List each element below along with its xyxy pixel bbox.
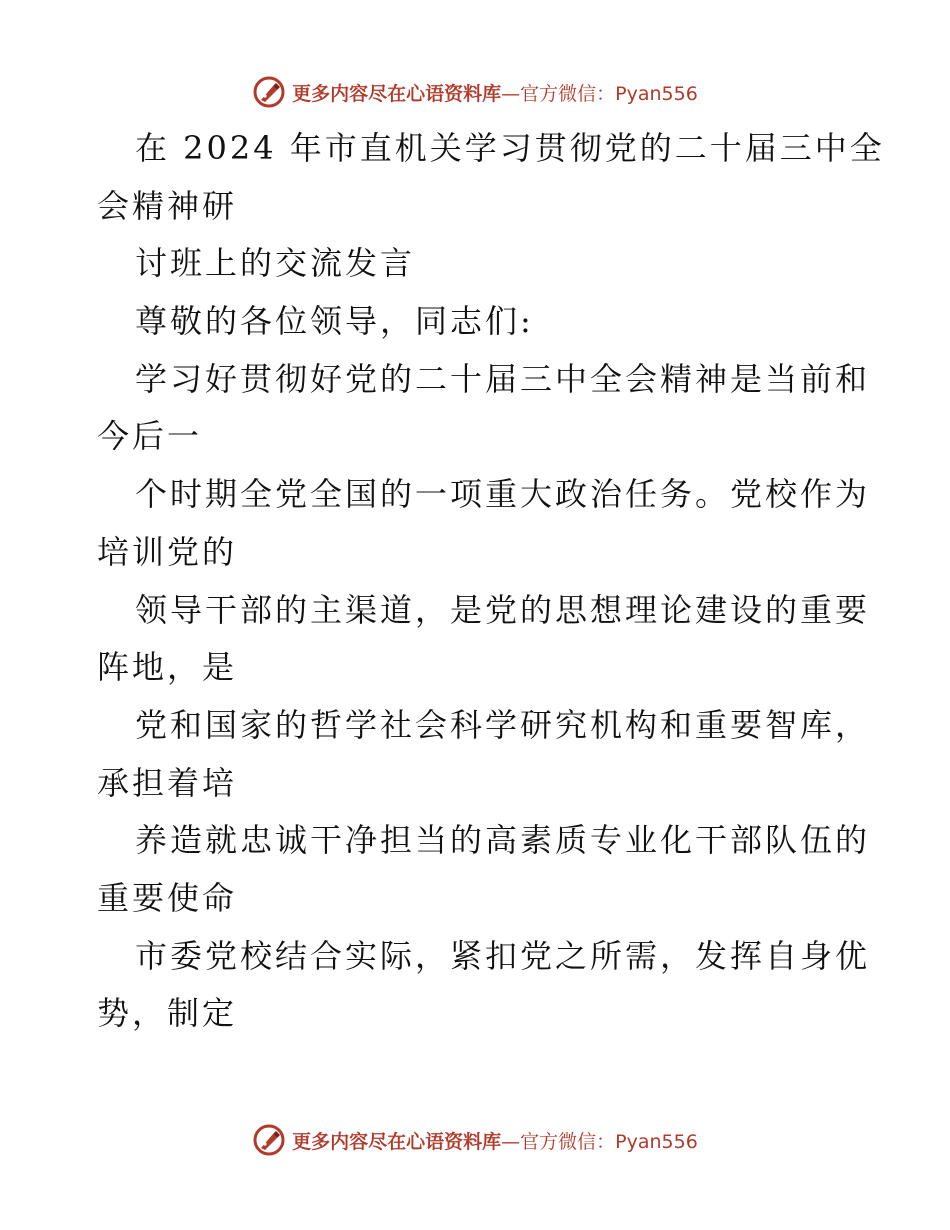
paragraph-line: 养造就忠诚干净担当的高素质专业化干部队伍的	[135, 821, 871, 860]
paragraph-line: 今后一	[97, 417, 203, 456]
paragraph-line: 重要使命	[97, 878, 238, 917]
banner-wechat: 官方微信：Pyan556	[520, 1130, 698, 1153]
paragraph-line: 党和国家的哲学社会科学研究机构和重要智库，	[135, 705, 871, 744]
paragraph-line: 市委党校结合实际，紧扣党之所需，发挥自身优	[135, 936, 871, 975]
paragraph-line: 在 2024 年市直机关学习贯彻党的二十届三中全	[135, 129, 885, 167]
paragraph-line: 个时期全党全国的一项重大政治任务。党校作为	[135, 475, 871, 514]
pen-nib-logo-icon	[252, 1123, 286, 1157]
paragraph-line: 阵地，是	[97, 648, 238, 687]
document-body	[97, 120, 885, 1043]
paragraph-line: 会精神研	[97, 186, 238, 225]
banner-wechat: 官方微信：Pyan556	[520, 82, 698, 105]
banner-text	[292, 79, 698, 106]
paragraph-line: 领导干部的主渠道，是党的思想理论建设的重要	[135, 590, 871, 629]
paragraph-line: 讨班上的交流发言	[135, 244, 416, 283]
paragraph-line: 势，制定	[97, 994, 238, 1033]
header-banner	[0, 72, 950, 112]
footer-banner	[0, 1120, 950, 1160]
banner-brand: 更多内容尽在心语资料库	[292, 1130, 502, 1153]
paragraph-line: 培训党的	[97, 532, 238, 571]
paragraph-line: 承担着培	[97, 763, 238, 802]
paragraph-line: 学习好贯彻好党的二十届三中全会精神是当前和	[135, 359, 871, 398]
banner-brand: 更多内容尽在心语资料库	[292, 82, 502, 105]
paragraph-line: 尊敬的各位领导，同志们:	[135, 302, 534, 341]
banner-text	[292, 1127, 698, 1154]
banner-separator: —	[501, 82, 521, 105]
banner-separator: —	[501, 1130, 521, 1153]
pen-nib-logo-icon	[252, 75, 286, 109]
